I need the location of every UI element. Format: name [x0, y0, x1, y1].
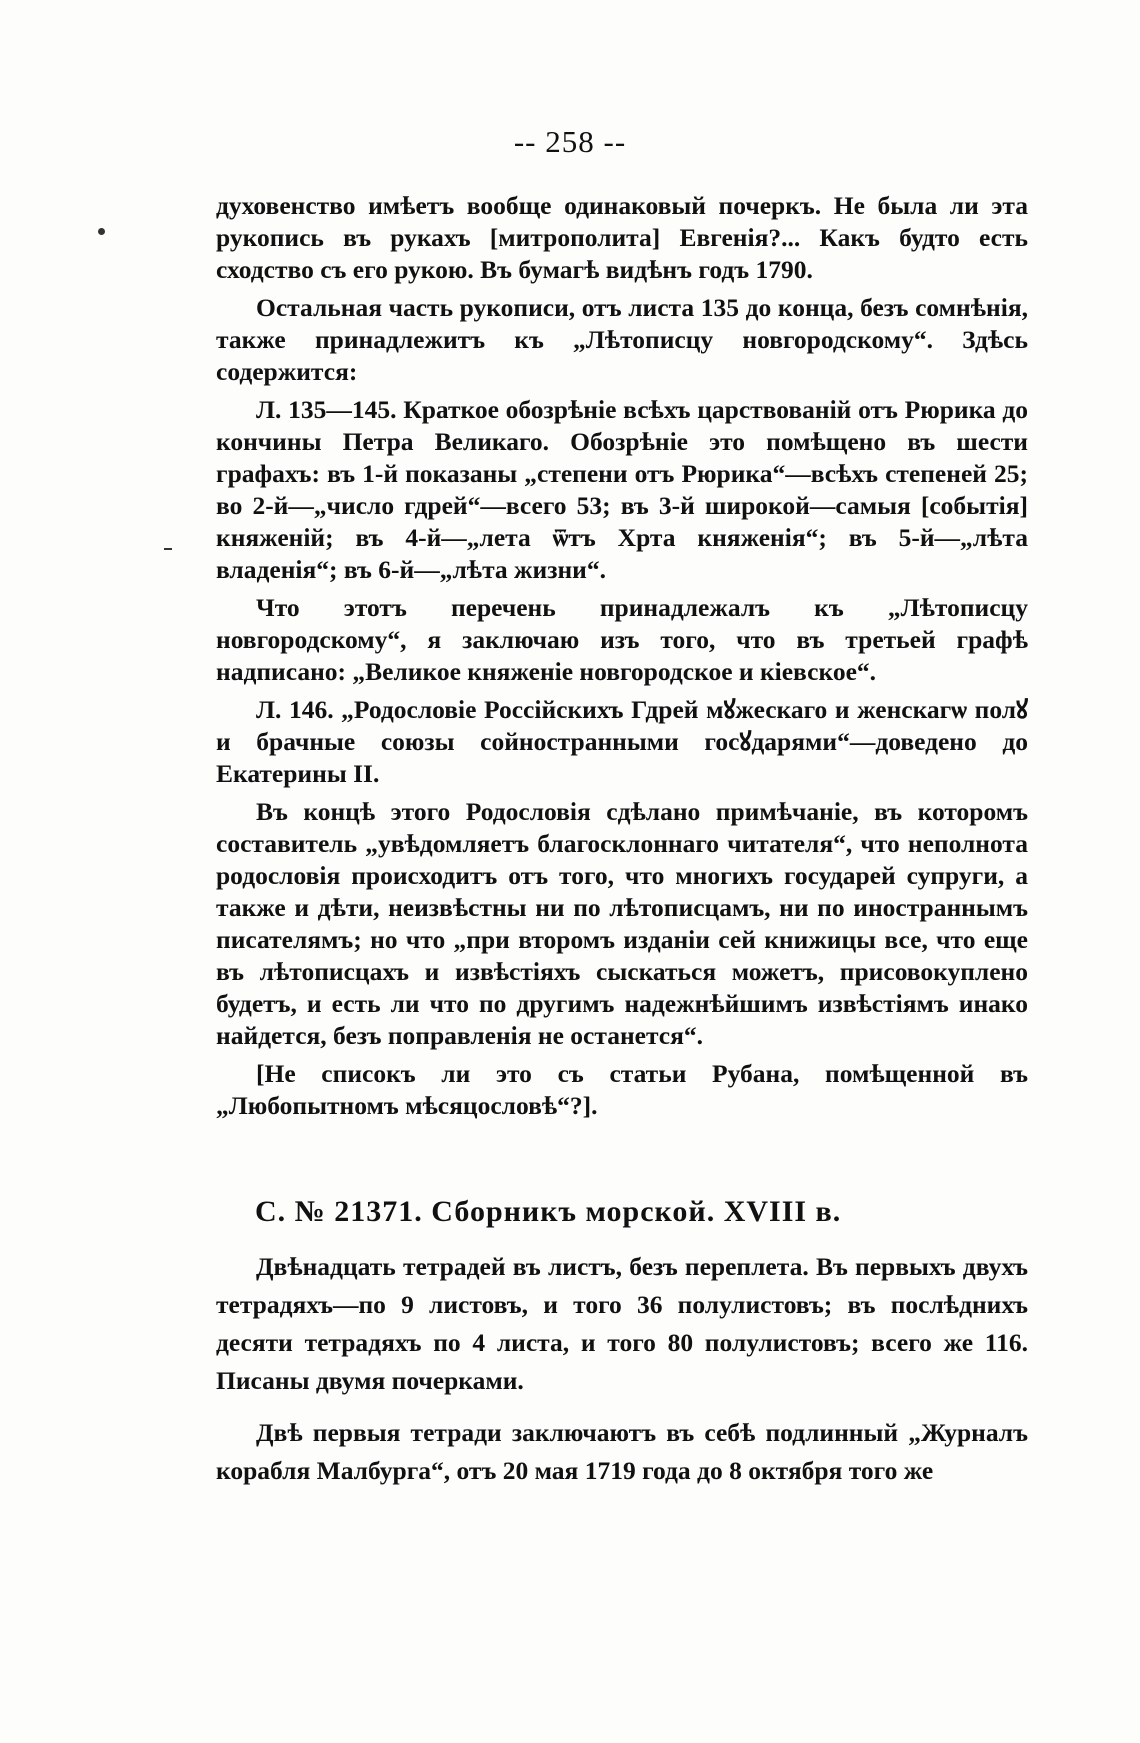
paragraph-handwriting-note: духовенство имѣетъ вообще одинаковый почеркъ. Не была ли эта рукопись въ рукахъ [митрополита] Евгенія?... Какъ будто есть сходство съ его рукою. Въ бумагѣ видѣнъ годъ 1790. — [216, 191, 1028, 284]
paragraph-list-attribution: Что этотъ перечень принадлежалъ къ „Лѣтописцу новгородскому“, я заключаю изъ того, что въ третьей графѣ надписано: „Великое княженіе новгородское и кіевское“. — [216, 593, 1028, 686]
paragraph-ruban-question: [Не списокъ ли это съ статьи Рубана, помѣщенной въ „Любопытномъ мѣсяцословѣ“?]. — [216, 1059, 1028, 1120]
paragraph-compiler-note: Въ концѣ этого Родословія сдѣлано примѣчаніе, въ которомъ составитель „увѣдомляетъ благосклоннаго читателя“, что неполнота родословія происходитъ отъ того, что многихъ государей супруги, а также и дѣти, неизвѣстны ни по лѣтописцамъ, ни по иностраннымъ писателямъ; но что „при второмъ изданіи сей книжицы все, что еще въ лѣтописцахъ и извѣстіяхъ сыскаться можетъ, присовокуплено будетъ, и есть ли что по другимъ надежнѣйшимъ извѣстіямъ инако найдется, безъ поправленія не останется“. — [216, 797, 1028, 1050]
paragraph-leaves-135-145: Л. 135—145. Краткое обозрѣніе всѣхъ царствованій отъ Рюрика до кончины Петра Великаго. Обозрѣніе это помѣщено въ шести графахъ: въ 1-й показаны „степени отъ Рюрика“—всѣхъ степеней 25; во 2-й—„число гдрей“—всего 53; въ 3-й широкой—самыя [событія] княженій; въ 4-й—„лета ѿтъ Хрта княженія“; въ 5-й—„лѣта владенія“; въ 6-й—„лѣта жизни“. — [216, 395, 1028, 584]
paragraph-twelve-notebooks: Двѣнадцать тетрадей въ листъ, безъ переплета. Въ первыхъ двухъ тетрадяхъ—по 9 листовъ, и того 36 полулистовъ; въ послѣднихъ десяти тетрадяхъ по 4 листа, и того 80 полулистовъ; всего же 116. Писаны двумя почерками. — [216, 1252, 1028, 1395]
margin-dot-mark — [98, 228, 105, 235]
margin-dash-mark — [164, 548, 172, 550]
paragraph-remaining-part: Остальная часть рукописи, отъ листа 135 до конца, безъ сомнѣнія, также принадлежитъ къ „Лѣтописцу новгородскому“. Здѣсь содержится: — [216, 293, 1028, 386]
page-number: -- 258 -- — [513, 124, 627, 159]
body-text-upper — [216, 190, 1028, 1122]
body-text-lower — [216, 1248, 1028, 1490]
section-heading: С. № 21371. Сборникъ морской. XVIII в. — [255, 1195, 842, 1228]
paragraph-journal-malburg: Двѣ первыя тетради заключаютъ въ себѣ подлинный „Журналъ корабля Малбурга“, отъ 20 мая 1719 года до 8 октября того же — [216, 1418, 1028, 1485]
paragraph-leaf-146: Л. 146. „Родословіе Россійскихъ Гдрей мꙋжескаго и женскагѡ полꙋ и брачные союзы сойностранными госꙋдарями“—доведено до Екатерины II. — [216, 695, 1028, 788]
